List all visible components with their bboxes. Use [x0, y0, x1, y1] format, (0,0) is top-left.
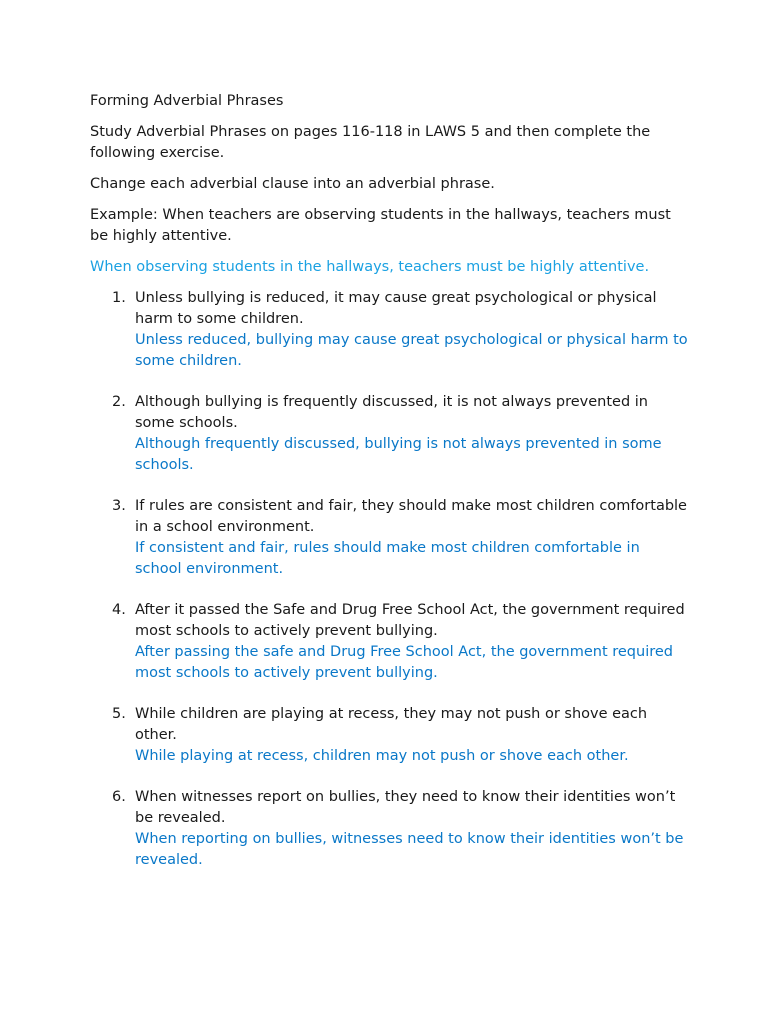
item-answer: If consistent and fair, rules should make most children comfortable in school environment. — [135, 540, 640, 577]
instruction-change: Change each adverbial clause into an adverbial phrase. — [90, 176, 495, 192]
item-question: After it passed the Safe and Drug Free School Act, the government required most schools to actively prevent bullying. — [135, 602, 685, 639]
list-item — [90, 704, 690, 767]
example-answer: When observing students in the hallways, teachers must be highly attentive. — [90, 259, 650, 275]
item-number: 5. — [112, 706, 126, 722]
item-question: Unless bullying is reduced, it may cause great psychological or physical harm to some children. — [135, 290, 657, 327]
item-question: While children are playing at recess, they may not push or shove each other. — [135, 706, 648, 743]
item-number: 6. — [112, 789, 126, 805]
document-page — [90, 91, 690, 891]
item-number: 4. — [112, 602, 126, 618]
item-answer: After passing the safe and Drug Free School Act, the government required most schools to actively prevent bullying. — [135, 644, 673, 681]
item-answer: When reporting on bullies, witnesses need to know their identities won’t be revealed. — [135, 831, 684, 868]
item-answer: While playing at recess, children may not push or shove each other. — [135, 748, 629, 764]
document-title: Forming Adverbial Phrases — [90, 93, 284, 109]
item-answer: Although frequently discussed, bullying is not always prevented in some schools. — [135, 436, 662, 473]
example-sentence: Example: When teachers are observing students in the hallways, teachers must be highly attentive. — [90, 207, 671, 244]
item-question: Although bullying is frequently discussed, it is not always prevented in some schools. — [135, 394, 648, 431]
instruction-study: Study Adverbial Phrases on pages 116-118 in LAWS 5 and then complete the following exercise. — [90, 124, 651, 161]
list-item — [90, 288, 690, 372]
item-number: 2. — [112, 394, 126, 410]
item-question: If rules are consistent and fair, they should make most children comfortable in a school environment. — [135, 498, 687, 535]
list-item — [90, 600, 690, 684]
list-item — [90, 787, 690, 871]
item-answer: Unless reduced, bullying may cause great psychological or physical harm to some children. — [135, 332, 688, 369]
list-item — [90, 496, 690, 580]
exercise-list — [90, 288, 690, 871]
item-number: 3. — [112, 498, 126, 514]
item-question: When witnesses report on bullies, they need to know their identities won’t be revealed. — [135, 789, 676, 826]
item-number: 1. — [112, 290, 126, 306]
list-item — [90, 392, 690, 476]
